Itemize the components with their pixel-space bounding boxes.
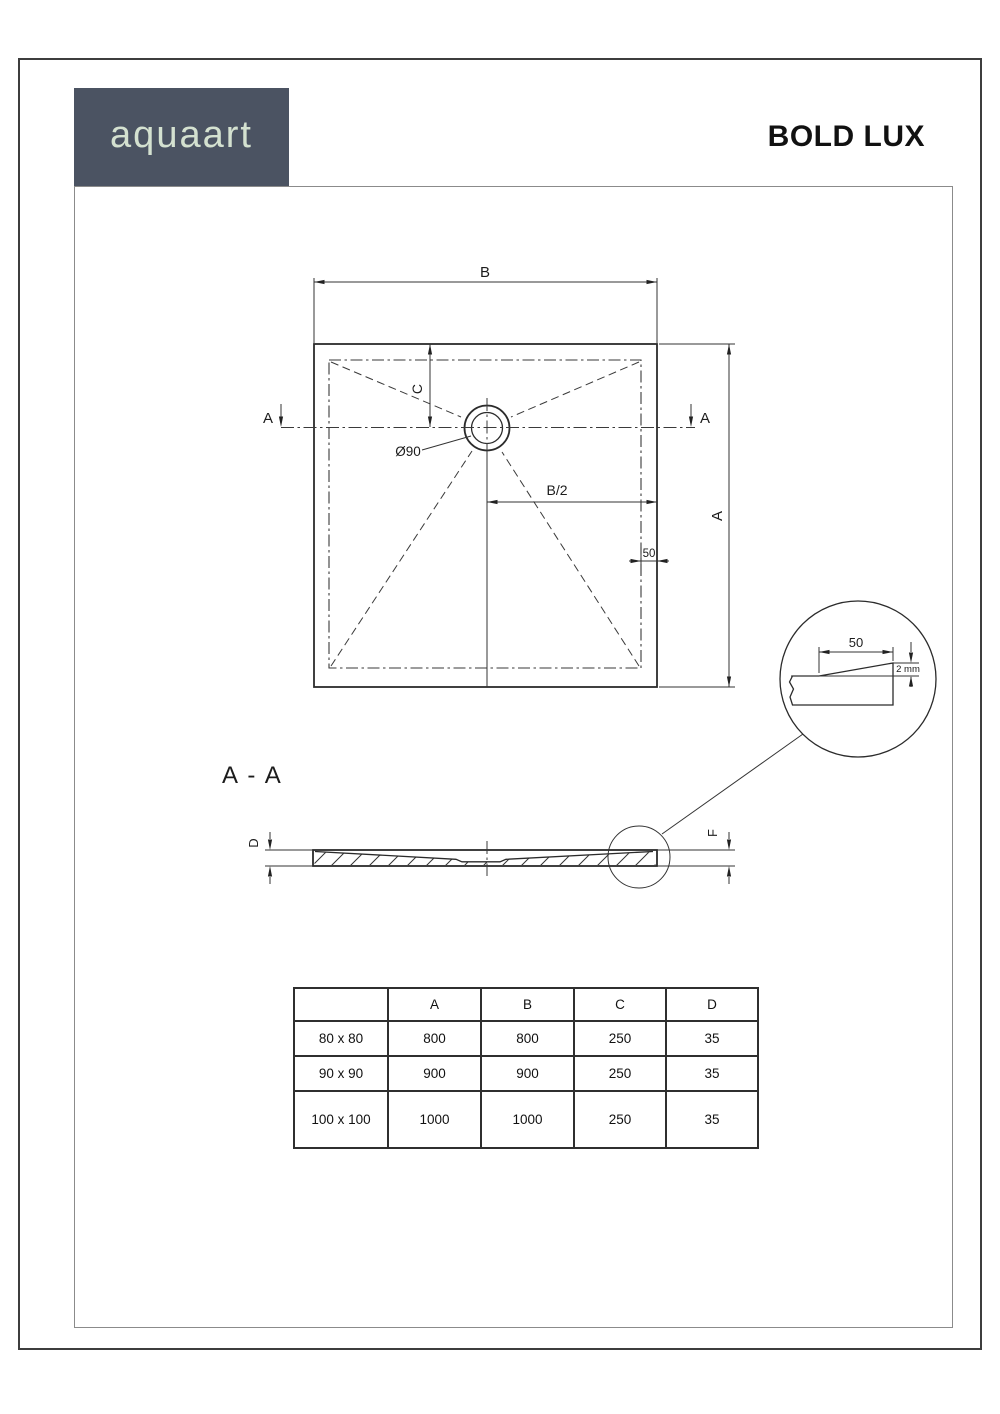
table-cell: 800: [481, 1021, 574, 1056]
dim-label-b: B: [479, 264, 491, 281]
table-header-d: D: [666, 988, 758, 1021]
table-cell: 35: [666, 1056, 758, 1091]
section-marker-right-label: A: [699, 410, 711, 427]
dim-label-a: A: [709, 510, 726, 522]
dim-label-f: F: [705, 829, 720, 837]
table-header-b: B: [481, 988, 574, 1021]
table-cell-size: 90 x 90: [294, 1056, 388, 1091]
drain-diameter-label: Ø90: [395, 444, 421, 459]
page-title: BOLD LUX: [767, 120, 925, 153]
table-cell: 1000: [481, 1091, 574, 1148]
table-cell: 900: [481, 1056, 574, 1091]
table-cell: 250: [574, 1056, 666, 1091]
table-row: [294, 1021, 758, 1056]
dim-label-d: D: [246, 838, 261, 848]
table-cell-size: 80 x 80: [294, 1021, 388, 1056]
detail-dim-label-2mm: 2 mm: [896, 664, 920, 675]
table-header-size: [294, 988, 388, 1021]
table-cell: 250: [574, 1091, 666, 1148]
dim-label-c: C: [409, 383, 425, 395]
brand-logo: [74, 88, 289, 186]
section-title: A - A: [222, 762, 283, 789]
table-cell: 250: [574, 1021, 666, 1056]
size-table: [293, 987, 759, 1149]
table-row: [294, 1091, 758, 1148]
table-row: [294, 1056, 758, 1091]
table-cell: 1000: [388, 1091, 481, 1148]
table-cell: 900: [388, 1056, 481, 1091]
table-cell-size: 100 x 100: [294, 1091, 388, 1148]
brand-logo-text: aquaart: [110, 114, 253, 156]
table-header-a: A: [388, 988, 481, 1021]
table-header-row: [294, 988, 758, 1021]
content-frame: [74, 186, 953, 1328]
dim-label-edge-offset: 50: [642, 548, 656, 560]
table-cell: 35: [666, 1091, 758, 1148]
table-header-c: C: [574, 988, 666, 1021]
detail-dim-label-50: 50: [848, 635, 864, 650]
table-cell: 35: [666, 1021, 758, 1056]
table-cell: 800: [388, 1021, 481, 1056]
section-marker-left-label: A: [262, 410, 274, 427]
dim-label-b2: B/2: [546, 482, 568, 498]
